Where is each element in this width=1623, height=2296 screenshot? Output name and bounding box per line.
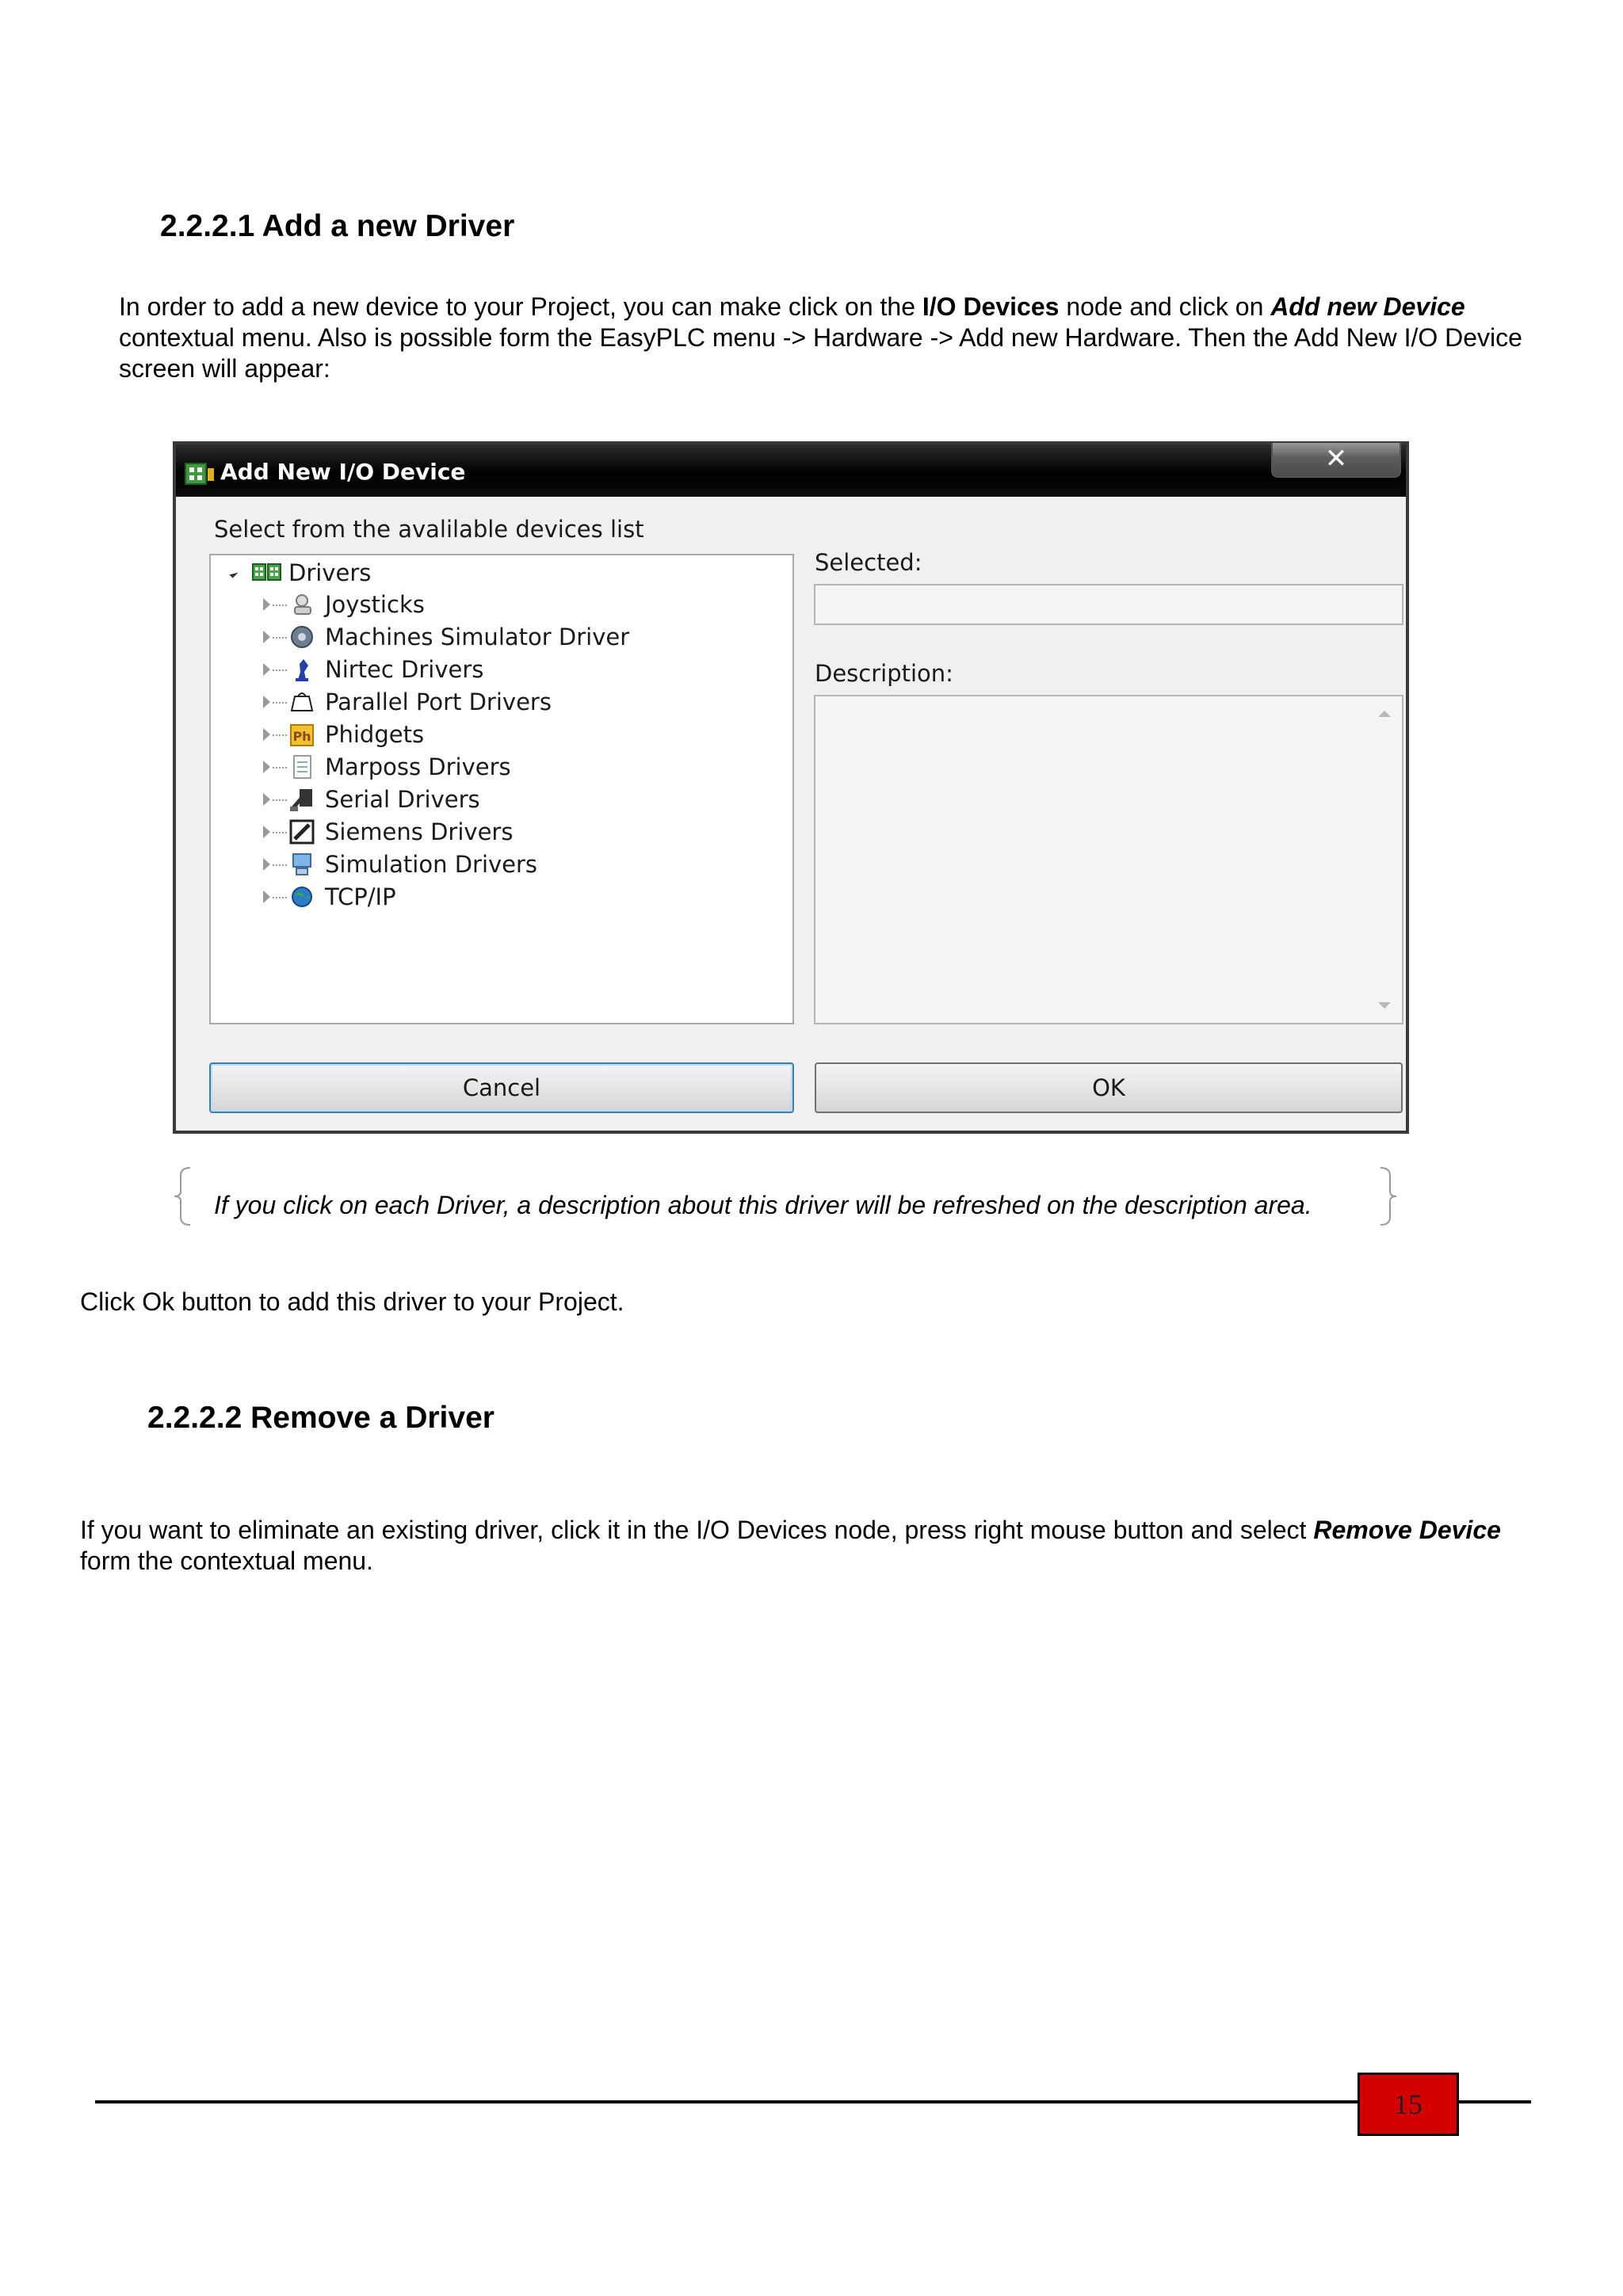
expand-arrow-icon[interactable] <box>263 826 270 838</box>
tree-connector <box>273 702 287 704</box>
selected-field[interactable] <box>814 584 1403 625</box>
intro-text-2: node and click on <box>1059 292 1271 321</box>
io-devices-term: I/O Devices <box>922 292 1060 321</box>
phidgets-icon <box>288 721 315 748</box>
expand-arrow-icon[interactable] <box>263 663 270 676</box>
remove-text-2: form the contextual menu. <box>80 1547 373 1575</box>
tree-item-label: Joysticks <box>325 591 425 618</box>
add-new-io-device-dialog <box>173 441 1409 1134</box>
remove-paragraph <box>80 1515 1507 1577</box>
tree-item-label: Simulation Drivers <box>325 851 538 878</box>
expand-arrow-icon[interactable] <box>263 728 270 741</box>
app-icon <box>184 460 216 487</box>
right-brace-decoration <box>1371 1165 1403 1228</box>
expand-arrow-icon[interactable] <box>263 631 270 643</box>
joystick-icon <box>288 591 315 618</box>
click-ok-paragraph: Click Ok button to add this driver to your Project. <box>80 1287 624 1316</box>
tree-item-label: Phidgets <box>325 721 425 748</box>
intro-text-1: In order to add a new device to your Project, you can make click on the <box>119 292 922 321</box>
dialog-title-bar <box>176 444 1406 497</box>
selected-label: Selected: <box>815 549 922 576</box>
tree-connector <box>273 832 287 833</box>
page-number: 15 <box>1358 2073 1459 2136</box>
description-area[interactable] <box>814 695 1403 1024</box>
section-heading-add-driver: 2.2.2.1 Add a new Driver <box>160 209 515 243</box>
tree-connector <box>273 897 287 898</box>
tree-connector <box>273 637 287 639</box>
expand-arrow-icon[interactable] <box>263 598 270 611</box>
tree-item-label: TCP/IP <box>325 883 396 910</box>
tree-connector <box>273 734 287 736</box>
remove-device-term: Remove Device <box>1313 1516 1501 1544</box>
cancel-button[interactable]: Cancel <box>209 1062 794 1113</box>
tree-connector <box>273 864 287 866</box>
tree-root-label: Drivers <box>288 559 372 586</box>
svg-text:Ph: Ph <box>292 729 311 744</box>
driver-note: If you click on each Driver, a description about this driver will be refreshed on the description area. <box>214 1191 1312 1219</box>
scroll-up-icon[interactable] <box>1378 711 1391 717</box>
add-new-device-term: Add new Device <box>1270 292 1465 321</box>
tree-item-label: Marposs Drivers <box>325 753 511 780</box>
tree-item-label: Siemens Drivers <box>325 818 514 845</box>
tree-item-label: Nirtec Drivers <box>325 656 484 683</box>
siemens-icon <box>288 818 315 845</box>
section-heading-remove-driver: 2.2.2.2 Remove a Driver <box>147 1401 495 1435</box>
chess-piece-icon <box>288 656 315 683</box>
computer-icon <box>288 851 315 878</box>
devices-list-label: Select from the avalilable devices list <box>214 516 644 543</box>
tree-connector <box>273 767 287 769</box>
tree-item-label: Serial Drivers <box>325 786 480 813</box>
expand-arrow-icon[interactable] <box>263 761 270 773</box>
tree-item-label: Parallel Port Drivers <box>325 688 552 715</box>
tree-connector <box>273 605 287 606</box>
remove-text-1: If you want to eliminate an existing driver, click it in the I/O Devices node, press right mouse button and select <box>80 1516 1314 1544</box>
intro-paragraph <box>119 292 1537 384</box>
collapse-arrow-icon[interactable] <box>229 569 238 578</box>
gear-icon <box>288 624 315 650</box>
close-button[interactable] <box>1271 443 1401 478</box>
drivers-icon <box>252 562 282 584</box>
scroll-down-icon[interactable] <box>1378 1002 1391 1009</box>
globe-icon <box>288 883 315 910</box>
tree-item-label: Machines Simulator Driver <box>325 624 630 650</box>
close-icon: ✕ <box>1324 443 1348 475</box>
expand-arrow-icon[interactable] <box>263 696 270 708</box>
serial-icon <box>288 786 315 813</box>
tree-connector <box>273 669 287 671</box>
dialog-title: Add New I/O Device <box>220 459 466 485</box>
footer-rule <box>95 2100 1531 2103</box>
document-icon <box>288 753 315 780</box>
expand-arrow-icon[interactable] <box>263 793 270 806</box>
tree-connector <box>273 799 287 801</box>
left-brace-decoration <box>168 1165 200 1228</box>
parallel-port-icon <box>288 688 315 715</box>
description-label: Description: <box>815 660 953 687</box>
ok-button[interactable]: OK <box>815 1062 1403 1113</box>
devices-tree[interactable] <box>209 554 794 1024</box>
intro-text-3: contextual menu. Also is possible form the EasyPLC menu -> Hardware -> Add new Hardware. Then the Add New I/O Device screen will appear: <box>119 323 1522 383</box>
expand-arrow-icon[interactable] <box>263 858 270 871</box>
expand-arrow-icon[interactable] <box>263 891 270 903</box>
